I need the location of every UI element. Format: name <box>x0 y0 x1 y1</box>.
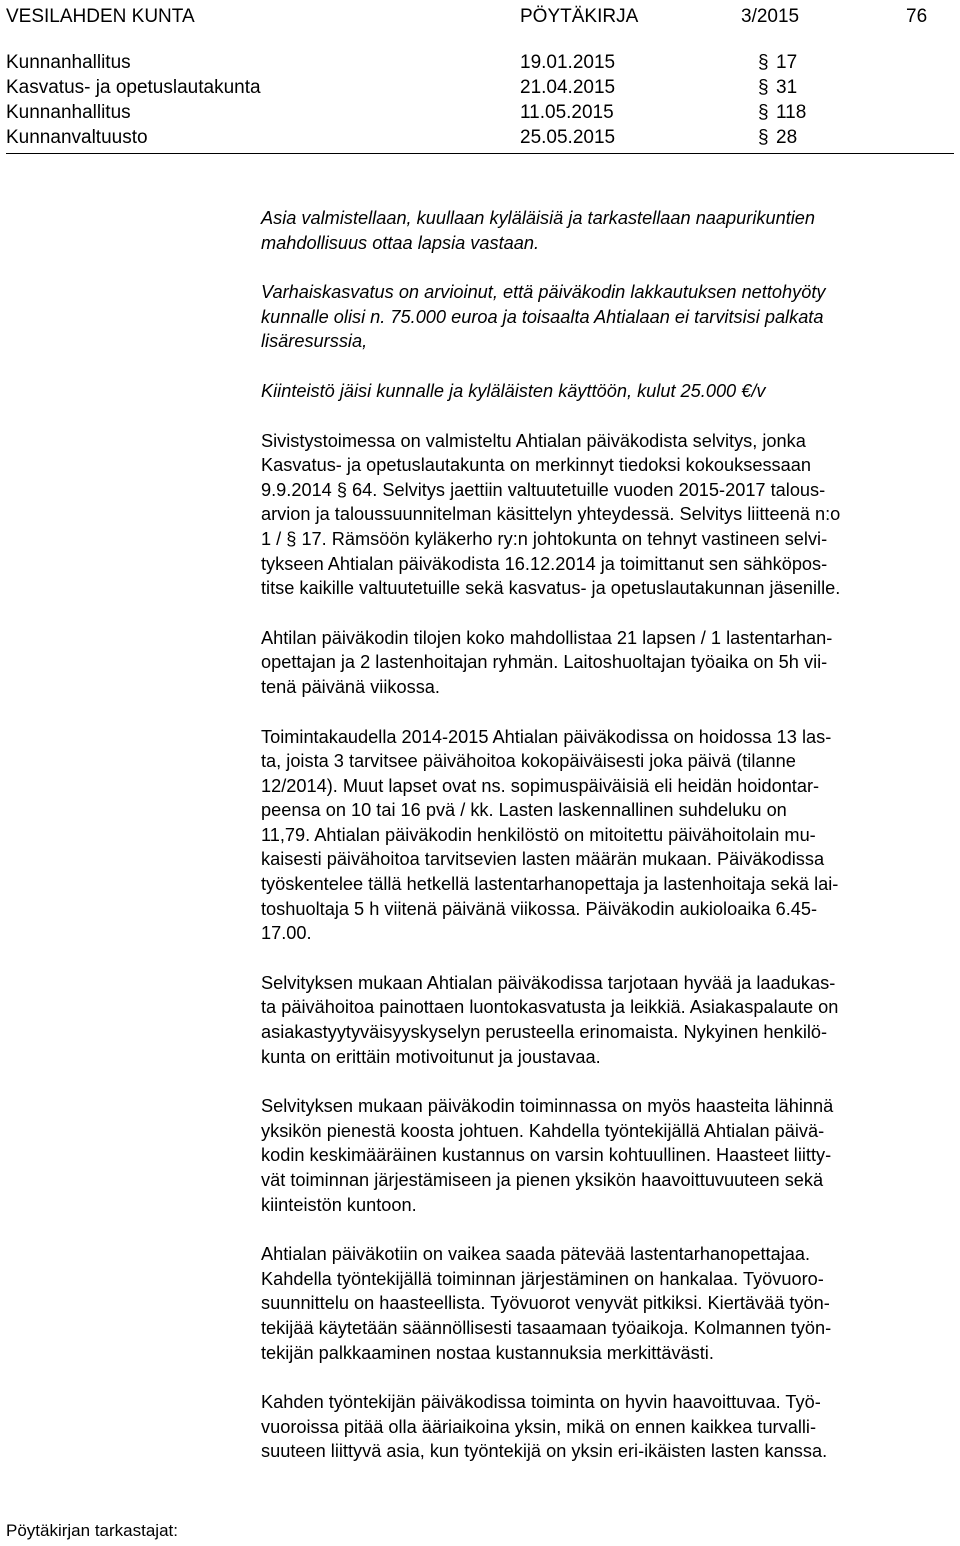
document-body <box>261 206 960 1464</box>
document-type: PÖYTÄKIRJA <box>520 6 639 27</box>
meeting-body: Kunnanvaltuusto <box>6 127 148 148</box>
paragraph <box>261 1094 960 1217</box>
page-header <box>6 6 954 27</box>
paragraph <box>261 1242 960 1365</box>
text-line: peensa on 10 tai 16 pvä / kk. Lasten laskennallinen suhdeluku on <box>261 800 787 821</box>
text-line: Asia valmistellaan, kuullaan kyläläisiä ja tarkastellaan naapurikuntien <box>261 208 816 228</box>
meeting-list <box>6 52 954 152</box>
text-line: opettajan ja 2 lastenhoitajan ryhmän. Laitoshuoltajan työaika on 5h vii- <box>261 652 828 673</box>
meeting-body: Kasvatus- ja opetuslautakunta <box>6 77 261 98</box>
meeting-section: 28 <box>776 127 798 148</box>
text-line: Kasvatus- ja opetuslautakunta on merkinnyt tiedoksi kokouksessaan <box>261 455 811 476</box>
text-line: toshuoltaja 5 h viitenä päivänä viikossa. Päiväkodin aukioloaika 6.45- <box>261 898 818 919</box>
paragraph <box>261 725 960 946</box>
section-sign: § <box>758 127 769 148</box>
text-line: 17.00. <box>261 923 312 944</box>
meeting-date: 21.04.2015 <box>520 77 616 98</box>
text-line: Varhaiskasvatus on arvioinut, että päiväkodin lakkautuksen nettohyöty <box>261 282 826 303</box>
section-sign: § <box>758 102 769 123</box>
meeting-row <box>6 127 954 152</box>
text-line: ta päivähoitoa painottaen luontokasvatusta ja leikkiä. Asiakaspalaute on <box>261 997 839 1018</box>
text-line: Kahdella työntekijällä toiminnan järjestäminen on hankalaa. Työvuoro- <box>261 1268 824 1289</box>
text-line: työskentelee tällä hetkellä lastentarhanopettaja ja lastenhoitaja sekä lai- <box>261 874 839 895</box>
text-line: Toimintakaudella 2014-2015 Ahtialan päiväkodissa on hoidossa 13 las- <box>261 726 832 747</box>
text-line: 12/2014). Muut lapset ovat ns. sopimuspäiväisiä eli heidän hoidontar- <box>261 775 820 796</box>
text-line: tenä päivänä viikossa. <box>261 676 440 697</box>
text-line: kodin keskimääräinen kustannus on varsin kohtuullinen. Haasteet liitty- <box>261 1145 832 1166</box>
meeting-date: 19.01.2015 <box>520 52 616 73</box>
text-line: yksikön pienestä koosta johtuen. Kahdella työntekijällä Ahtialan päivä- <box>261 1120 825 1141</box>
meeting-section: 118 <box>776 102 807 123</box>
meeting-row <box>6 77 954 102</box>
text-line: kunta on erittäin motivoitunut ja joustavaa. <box>261 1046 601 1067</box>
paragraph <box>261 626 960 700</box>
text-line: Kiinteistö jäisi kunnalle ja kyläläisten käyttöön, kulut 25.000 €/v <box>261 380 766 401</box>
meeting-body: Kunnanhallitus <box>6 52 131 73</box>
header-divider <box>6 153 954 154</box>
text-line: vuoroissa pitää olla ääriaikoina yksin, mikä on ennen kaikkea turvalli- <box>261 1416 817 1437</box>
meeting-section: 17 <box>776 52 798 73</box>
preparation-note <box>261 206 960 404</box>
page-number: 76 <box>906 6 928 27</box>
text-line: Ahtialan päiväkotiin on vaikea saada pätevää lastentarhanopettajaa. <box>261 1244 811 1265</box>
text-line: 9.9.2014 § 64. Selvitys jaettiin valtuutetuille vuoden 2015-2017 talous- <box>261 479 826 500</box>
text-line: titse kaikille valtuutetuille sekä kasvatus- ja opetuslautakunnan jäsenille. <box>261 578 841 599</box>
section-sign: § <box>758 52 769 73</box>
text-line: Kahden työntekijän päiväkodissa toiminta on hyvin haavoittuvaa. Työ- <box>261 1392 821 1413</box>
text-line: Selvityksen mukaan Ahtialan päiväkodissa tarjotaan hyvää ja laadukas- <box>261 972 836 993</box>
text-line: asiakastyytyväisyyskyselyn perusteella erinomaista. Nykyinen henkilö- <box>261 1022 828 1043</box>
paragraph <box>261 429 960 601</box>
text-line: tykseen Ahtialan päiväkodista 16.12.2014 ja toimittanut sen sähköpos- <box>261 553 828 574</box>
text-line: suuteen liittyvä asia, kun työntekijä on yksin eri-ikäisten lasten kanssa. <box>261 1441 828 1462</box>
text-line: 11,79. Ahtialan päiväkodin henkilöstö on mitoitettu päivähoitolain mu- <box>261 824 816 845</box>
text-line: kaisesti päivähoitoa tarvitsevien lasten määrän mukaan. Päiväkodissa <box>261 849 825 870</box>
meeting-date: 25.05.2015 <box>520 127 616 148</box>
text-line: ta, joista 3 tarvitsee päivähoitoa kokopäiväisesti joka päivä (tilanne <box>261 751 796 772</box>
meeting-section: 31 <box>776 77 798 98</box>
meeting-date: 11.05.2015 <box>520 102 614 123</box>
text-line: 1 / § 17. Rämsöön kyläkerho ry:n johtokunta on tehnyt vastineen selvi- <box>261 528 828 549</box>
meeting-row <box>6 102 954 127</box>
paragraphs <box>261 429 960 1464</box>
text-line: Sivistystoimessa on valmisteltu Ahtialan päiväkodista selvitys, jonka <box>261 430 806 451</box>
text-line: vät toiminnan järjestämiseen ja pienen yksikön haavoittuvuuteen sekä <box>261 1170 824 1190</box>
paragraph <box>261 1390 960 1464</box>
text-line: tekijän palkkaaminen nostaa kustannuksia merkittävästi. <box>261 1342 714 1363</box>
text-line: suunnittelu on haasteellista. Työvuorot venyvät pitkiksi. Kiertävää työn- <box>261 1293 830 1314</box>
text-line: tekijää käytetään säännöllisesti tasaamaan työaikoja. Kolmannen työn- <box>261 1317 832 1338</box>
paragraph <box>261 971 960 1069</box>
meeting-body: Kunnanhallitus <box>6 102 131 123</box>
footer-reviewers: Pöytäkirjan tarkastajat: <box>6 1521 178 1540</box>
text-line: arvion ja taloussuunnitelman käsittelyn yhteydessä. Selvitys liitteenä n:o <box>261 504 841 525</box>
text-line: mahdollisuus ottaa lapsia vastaan. <box>261 232 540 253</box>
meeting-row <box>6 52 954 77</box>
document-number: 3/2015 <box>741 6 800 27</box>
section-sign: § <box>758 77 769 98</box>
text-line: kunnalle olisi n. 75.000 euroa ja toisaalta Ahtialaan ei tarvitsisi palkata <box>261 306 824 327</box>
text-line: lisäresurssia, <box>261 331 368 352</box>
text-line: Ahtilan päiväkodin tilojen koko mahdollistaa 21 lapsen / 1 lastentarhan- <box>261 627 833 648</box>
municipality-name: VESILAHDEN KUNTA <box>6 6 195 27</box>
text-line: kiinteistön kuntoon. <box>261 1194 417 1215</box>
text-line: Selvityksen mukaan päiväkodin toiminnassa on myös haasteita lähinnä <box>261 1096 834 1117</box>
